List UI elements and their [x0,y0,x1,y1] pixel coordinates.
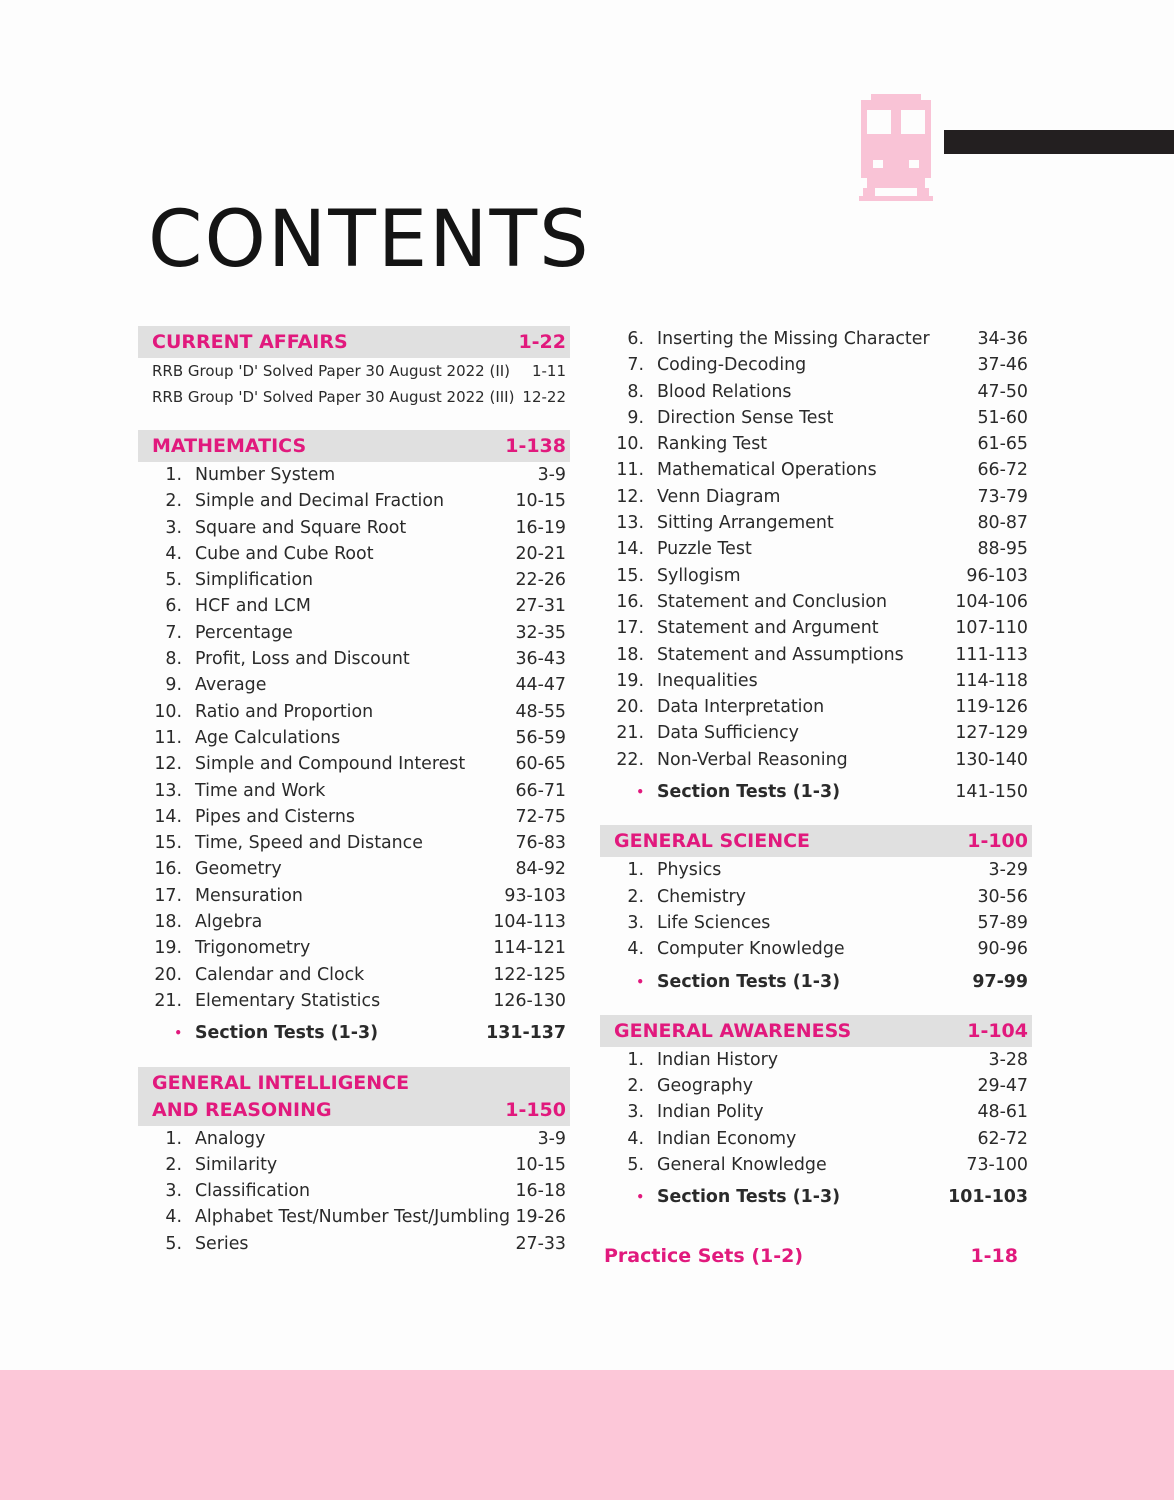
entry-number: 3. [627,1102,644,1123]
entry-title: Physics [657,860,722,881]
entry-pages: 66-72 [977,460,1028,481]
entry-number: 14. [616,539,644,560]
entry-pages: 111-113 [955,644,1028,665]
section-title: CURRENT AFFAIRS [152,331,348,353]
toc-entry[interactable] [138,804,570,830]
entry-pages: 56-59 [515,727,566,748]
toc-entry[interactable] [600,589,1032,615]
entry-number: 7. [627,355,644,376]
entry-title: Ratio and Proportion [195,701,374,722]
entry-title: Pipes and Cisterns [195,806,355,827]
entry-title: Alphabet Test/Number Test/Jumbling [195,1207,510,1228]
entry-pages: 10-15 [515,1154,566,1175]
entry-number: 18. [154,912,182,933]
section-pages: 1-104 [967,1019,1028,1042]
entry-title: Direction Sense Test [657,407,834,428]
entry-pages: 3-28 [988,1049,1028,1070]
toc-entry[interactable] [600,1152,1032,1178]
entry-title: Simplification [195,570,313,591]
entry-pages: 104-106 [955,591,1028,612]
entry-pages: 66-71 [515,780,566,801]
entry-pages: 27-31 [515,596,566,617]
subentry-pages: 1-11 [531,362,566,380]
toc-entry[interactable] [138,935,570,961]
toc-entry[interactable] [138,1152,570,1178]
toc-entry[interactable] [138,567,570,593]
toc-entry[interactable] [138,962,570,988]
entry-title: Simple and Compound Interest [195,754,466,775]
entry-pages: 10-15 [515,491,566,512]
entry-title: Algebra [195,912,263,933]
entry-title: Coding-Decoding [657,355,807,376]
toc-entry[interactable] [600,615,1032,641]
entry-title: Inequalities [657,670,758,691]
entry-number: 6. [627,329,644,349]
toc-entry[interactable] [600,457,1032,483]
entry-number: 2. [165,1154,182,1175]
entry-pages: 104-113 [493,912,566,933]
entry-title: Non-Verbal Reasoning [657,749,848,770]
entry-pages: 3-29 [988,860,1028,881]
section-tests-pages: 131-137 [486,1023,566,1044]
entry-pages: 73-79 [977,486,1028,507]
bullet-icon: • [636,785,644,800]
section-tests-title: Section Tests (1-3) [657,782,841,803]
toc-entry[interactable] [600,884,1032,910]
toc-section [600,1015,1032,1211]
entry-title: Series [195,1233,249,1254]
toc-entry[interactable] [138,909,570,935]
bullet-icon: • [636,1190,644,1205]
toc-entry[interactable] [600,484,1032,510]
entry-pages: 60-65 [515,754,566,775]
toc-entry[interactable] [600,405,1032,431]
entry-number: 21. [154,990,182,1011]
toc-entry[interactable] [138,646,570,672]
section-header [600,1015,1032,1047]
entry-title: Geometry [195,859,282,880]
entry-title: HCF and LCM [195,596,311,617]
entry-pages: 48-55 [515,701,566,722]
entry-title: Trigonometry [195,938,311,959]
entry-title: Calendar and Clock [195,964,365,985]
entry-title: Life Sciences [657,912,771,933]
entry-number: 19. [616,670,644,691]
toc-section [600,825,1032,994]
section-tests-entry[interactable] [600,969,1032,995]
contents-column-left [138,326,570,1277]
toc-section [138,430,570,1047]
entry-pages: 57-89 [977,912,1028,933]
section-title: GENERAL INTELLIGENCE AND REASONING [152,1071,410,1121]
entry-number: 2. [627,1076,644,1097]
section-tests-pages: 101-103 [948,1187,1028,1208]
entry-number: 1. [627,1049,644,1070]
entry-number: 3. [165,1181,182,1202]
toc-entry[interactable] [600,326,1032,352]
entry-title: Indian History [657,1049,779,1070]
entry-title: Puzzle Test [657,539,752,560]
entry-number: 4. [627,1128,644,1149]
toc-entry[interactable] [138,988,570,1014]
entry-pages: 76-83 [515,833,566,854]
toc-entry[interactable] [138,593,570,619]
toc-section [138,1067,570,1257]
toc-entry[interactable] [600,536,1032,562]
entry-pages: 3-9 [537,465,566,485]
toc-entry[interactable] [138,488,570,514]
toc-entry[interactable] [600,1126,1032,1152]
section-header [138,1067,570,1126]
entry-pages: 16-18 [515,1181,566,1202]
entry-title: Cube and Cube Root [195,543,374,564]
entry-number: 15. [154,833,182,854]
entry-title: Blood Relations [657,381,792,402]
toc-entry[interactable] [138,856,570,882]
subentry-text: RRB Group 'D' Solved Paper 30 August 2022 (II) [152,362,511,380]
entry-number: 7. [165,622,182,643]
entry-pages: 47-50 [977,381,1028,402]
section-pages: 1-138 [505,435,566,457]
section-pages: 1-100 [967,830,1028,853]
entry-number: 21. [616,723,644,744]
entry-pages: 130-140 [955,749,1028,770]
train-icon [857,92,935,202]
entry-number: 4. [165,1207,182,1228]
section-tests-entry[interactable] [600,1184,1032,1210]
entry-pages: 29-47 [977,1076,1028,1097]
toc-entry[interactable] [138,515,570,541]
entry-title: Time, Speed and Distance [195,833,423,854]
entry-pages: 22-26 [515,570,566,591]
entry-title: Profit, Loss and Discount [195,649,410,670]
entry-title: Similarity [195,1154,278,1175]
entry-number: 1. [165,465,182,485]
toc-entry[interactable] [600,857,1032,883]
entry-title: Chemistry [657,886,746,907]
entry-title: Elementary Statistics [195,990,381,1011]
toc-entry[interactable] [600,694,1032,720]
section-header [600,825,1032,857]
section-tests-pages: 97-99 [972,971,1028,992]
section-pages: 1-22 [518,331,566,353]
footer-band [0,1370,1174,1500]
entry-pages: 107-110 [955,618,1028,639]
entry-number: 17. [616,618,644,639]
entry-pages: 114-121 [493,938,566,959]
toc-entry[interactable] [138,541,570,567]
entry-pages: 72-75 [515,806,566,827]
entry-number: 9. [165,675,182,696]
section-header [138,326,570,358]
entry-title: Data Sufficiency [657,723,799,744]
entry-pages: 34-36 [977,329,1028,349]
entry-title: Mathematical Operations [657,460,877,481]
bullet-icon: • [174,1026,182,1041]
practice-sets-pages: 1-18 [970,1244,1018,1267]
entry-number: 14. [154,806,182,827]
entry-pages: 51-60 [977,407,1028,428]
entry-number: 16. [154,859,182,880]
entry-pages: 119-126 [955,697,1028,718]
toc-entry[interactable] [600,510,1032,536]
header-bar [944,130,1174,154]
section-tests-title: Section Tests (1-3) [657,1187,841,1208]
toc-entry[interactable] [600,1073,1032,1099]
entry-pages: 61-65 [977,434,1028,455]
entry-pages: 90-96 [977,939,1028,960]
entry-number: 20. [154,964,182,985]
entry-number: 5. [165,570,182,591]
toc-entry[interactable] [138,751,570,777]
entry-number: 8. [165,649,182,670]
practice-sets-title: Practice Sets (1-2) [604,1244,804,1267]
entry-title: Average [195,675,267,696]
toc-entry[interactable] [138,672,570,698]
section-tests-pages: 141-150 [955,782,1028,803]
entry-title: Classification [195,1181,311,1202]
entry-title: Simple and Decimal Fraction [195,491,445,512]
toc-entry[interactable] [600,910,1032,936]
entry-number: 11. [616,460,644,481]
subentry-pages: 12-22 [522,388,566,406]
entry-number: 4. [165,543,182,564]
toc-entry[interactable] [600,1099,1032,1125]
entry-pages: 27-33 [515,1233,566,1254]
entry-pages: 48-61 [977,1102,1028,1123]
entry-number: 13. [616,513,644,534]
entry-title: General Knowledge [657,1155,827,1176]
entry-pages: 44-47 [515,675,566,696]
section-tests-entry[interactable] [600,779,1032,805]
entry-pages: 122-125 [493,964,566,985]
toc-entry[interactable] [138,699,570,725]
toc-section [138,326,570,410]
toc-entry[interactable] [138,830,570,856]
entry-number: 12. [616,486,644,507]
entry-number: 6. [165,596,182,617]
entry-pages: 73-100 [966,1155,1028,1176]
entry-pages: 84-92 [515,859,566,880]
entry-pages: 127-129 [955,723,1028,744]
entry-pages: 114-118 [955,670,1028,691]
toc-entry[interactable] [138,1178,570,1204]
entry-number: 5. [627,1155,644,1176]
entry-pages: 19-26 [515,1207,566,1228]
toc-entry[interactable] [138,1126,570,1152]
entry-pages: 30-56 [977,886,1028,907]
entry-number: 3. [627,912,644,933]
section-title: GENERAL SCIENCE [614,830,811,853]
entry-number: 9. [627,407,644,428]
entry-title: Sitting Arrangement [657,513,834,534]
contents-column-right [600,326,1032,1267]
entry-title: Time and Work [195,780,326,801]
entry-title: Statement and Assumptions [657,644,904,665]
page-title: CONTENTS [148,195,591,285]
entry-pages: 16-19 [515,517,566,538]
entry-pages: 93-103 [504,885,566,906]
toc-entry[interactable] [138,778,570,804]
section-tests-title: Section Tests (1-3) [657,971,841,992]
toc-entry[interactable] [600,936,1032,962]
bullet-icon: • [636,974,644,989]
section-header [138,430,570,462]
entry-number: 12. [154,754,182,775]
entry-title: Inserting the Missing Character [657,329,930,349]
entry-pages: 36-43 [515,649,566,670]
entry-title: Age Calculations [195,727,341,748]
entry-title: Mensuration [195,885,303,906]
entry-number: 1. [627,860,644,881]
toc-entry[interactable] [138,883,570,909]
entry-title: Analogy [195,1128,266,1149]
toc-entry[interactable] [600,352,1032,378]
entry-number: 8. [627,381,644,402]
toc-entry[interactable] [600,668,1032,694]
toc-entry[interactable] [138,462,570,488]
entry-number: 11. [154,727,182,748]
entry-number: 19. [154,938,182,959]
entry-number: 1. [165,1128,182,1149]
entry-title: Indian Polity [657,1102,764,1123]
subentry-text: RRB Group 'D' Solved Paper 30 August 2022 (III) [152,388,515,406]
entry-number: 22. [616,749,644,770]
toc-entry[interactable] [138,1204,570,1230]
entry-pages: 3-9 [537,1128,566,1149]
entry-title: Number System [195,465,336,485]
toc-entry[interactable] [138,620,570,646]
entry-number: 10. [616,434,644,455]
section-pages: 1-150 [505,1098,566,1121]
toc-entry[interactable] [600,379,1032,405]
entry-number: 20. [616,697,644,718]
entry-title: Syllogism [657,565,741,586]
entry-pages: 126-130 [493,990,566,1011]
entry-pages: 80-87 [977,513,1028,534]
entry-pages: 96-103 [966,565,1028,586]
toc-entry[interactable] [600,1047,1032,1073]
section-tests-entry[interactable] [138,1020,570,1046]
practice-sets-entry[interactable] [600,1231,1032,1267]
entry-number: 4. [627,939,644,960]
entry-title: Square and Square Root [195,517,407,538]
entry-title: Venn Diagram [657,486,781,507]
entry-title: Ranking Test [657,434,768,455]
entry-title: Statement and Conclusion [657,591,888,612]
entry-title: Indian Economy [657,1128,797,1149]
entry-title: Data Interpretation [657,697,825,718]
toc-entry[interactable] [600,563,1032,589]
entry-number: 2. [627,886,644,907]
entry-title: Computer Knowledge [657,939,845,960]
entry-number: 2. [165,491,182,512]
entry-number: 18. [616,644,644,665]
toc-subentry[interactable] [138,384,570,410]
toc-entry[interactable] [138,725,570,751]
section-title: MATHEMATICS [152,435,307,457]
toc-entry[interactable] [600,747,1032,773]
entry-pages: 37-46 [977,355,1028,376]
toc-entry[interactable] [600,431,1032,457]
entry-number: 3. [165,517,182,538]
entry-number: 5. [165,1233,182,1254]
entry-title: Percentage [195,622,293,643]
entry-number: 17. [154,885,182,906]
toc-entry[interactable] [600,720,1032,746]
section-tests-title: Section Tests (1-3) [195,1023,379,1044]
entry-number: 16. [616,591,644,612]
toc-entry[interactable] [600,642,1032,668]
toc-subentry[interactable] [138,358,570,384]
entry-number: 15. [616,565,644,586]
entry-title: Statement and Argument [657,618,879,639]
entry-number: 13. [154,780,182,801]
entry-pages: 20-21 [515,543,566,564]
entry-title: Geography [657,1076,754,1097]
entry-number: 10. [154,701,182,722]
entry-pages: 88-95 [977,539,1028,560]
entry-pages: 62-72 [977,1128,1028,1149]
entry-pages: 32-35 [515,622,566,643]
toc-entry[interactable] [138,1231,570,1257]
toc-section [600,326,1032,805]
section-title: GENERAL AWARENESS [614,1019,852,1042]
